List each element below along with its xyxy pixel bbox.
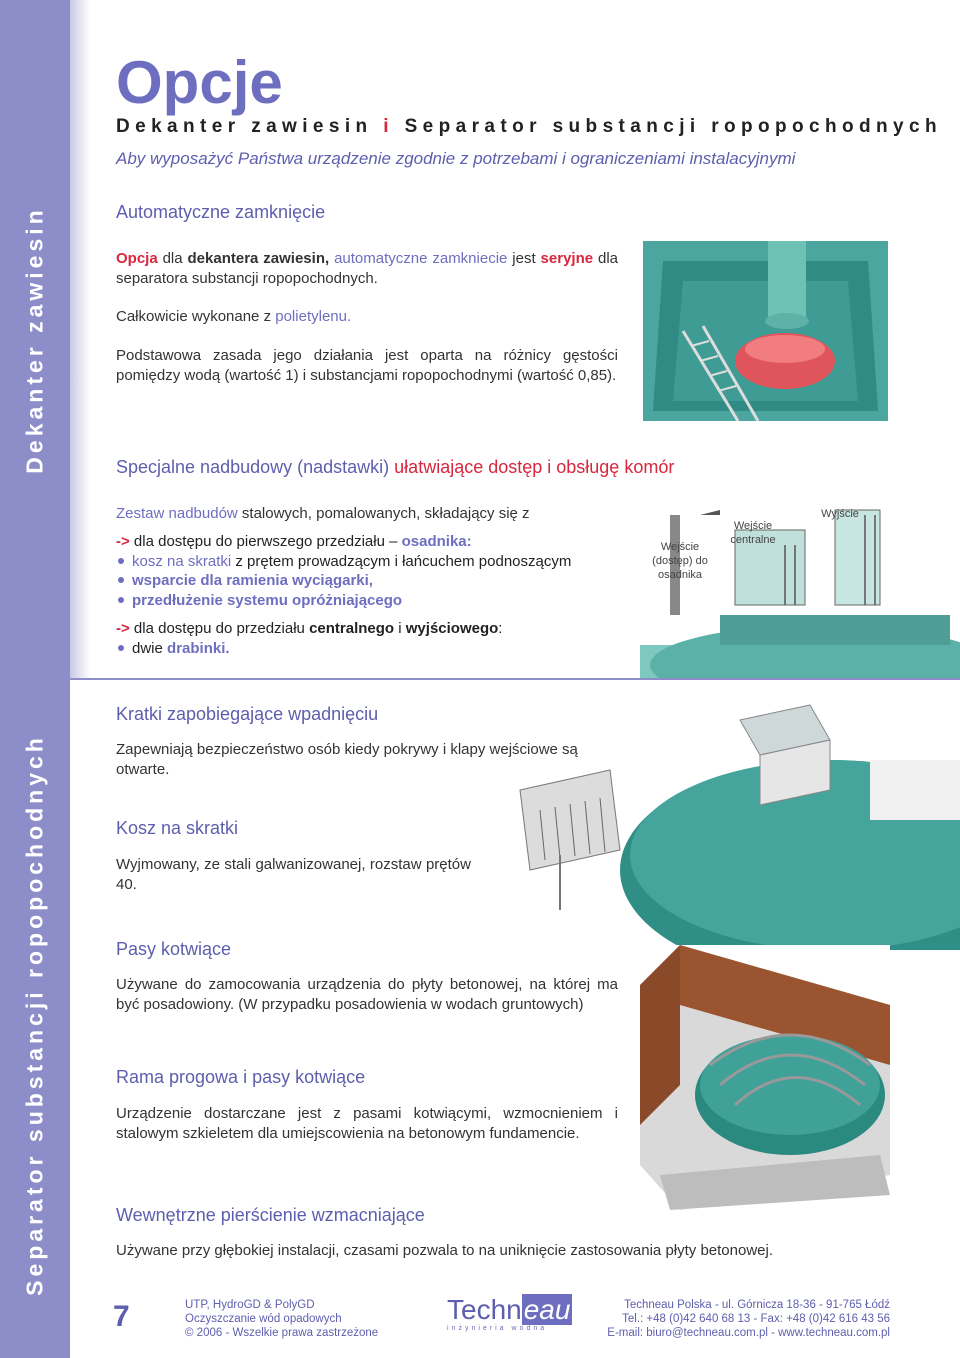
label-entry-settler: Wejście (dostęp) do osadnika	[652, 541, 708, 581]
text-drabinki: drabinki.	[167, 639, 230, 657]
superstructures-list1	[116, 532, 571, 610]
page-number: 7	[113, 1300, 130, 1333]
text-auto: automatyczne zamkniecie	[334, 250, 508, 267]
basket-text: Wyjmowany, ze stali galwanizowanej, rozstaw prętów 40.	[116, 856, 471, 893]
text-centralnego: centralnego	[309, 620, 395, 637]
logo-subtitle: inżynieria wodna	[447, 1325, 548, 1332]
heading-superstructures-a: Specjalne nadbudowy (nadstawki)	[116, 457, 390, 477]
image-gratings	[500, 680, 960, 950]
list-item	[116, 532, 571, 552]
sidebar-bottom-label: Separator substancji ropopochodnych	[21, 734, 48, 1296]
arrow-marker: ->	[116, 533, 130, 550]
list-item	[116, 571, 571, 591]
sidebar-gradient	[70, 0, 90, 680]
list-item	[116, 591, 571, 611]
image-superstructures	[640, 495, 960, 678]
bullet-icon	[118, 597, 124, 603]
label-exit: Wyjście	[821, 508, 859, 520]
page-title: Opcje	[116, 49, 283, 116]
text-zestaw: Zestaw nadbudów	[116, 505, 238, 522]
logo-part-a: Techn	[447, 1294, 522, 1325]
text-polietylen: polietylenu.	[275, 308, 352, 325]
text-run: dla separatora substancji ropopochodnych.	[116, 250, 619, 287]
footer-line: Tel.: +48 (0)42 640 68 13 - Fax: +48 (0)42 616 43 56	[622, 1313, 890, 1325]
footer-left	[185, 1298, 378, 1340]
heading-superstructures	[116, 457, 674, 478]
rings-text: Używane przy głębokiej instalacji, czasami pozwala to na uniknięcie zastosowania płyty betonowej.	[116, 1242, 774, 1259]
list-item	[116, 552, 571, 572]
superstructures-intro	[116, 504, 530, 524]
heading-basket: Kosz na skratki	[116, 818, 239, 838]
footer-right	[607, 1298, 890, 1340]
superstructures-list2	[116, 619, 502, 658]
text-run: dla	[157, 250, 188, 267]
label-entry-central: Wejście centralne	[730, 520, 776, 546]
bullet-icon	[118, 558, 124, 564]
footer-line: UTP, HydroGD & PolyGD	[185, 1299, 315, 1311]
text-seryjne: seryjne	[540, 250, 594, 267]
footer-line: Oczyszczanie wód opadowych	[185, 1313, 342, 1325]
gratings-text: Zapewniają bezpieczeństwo osób kiedy pokrywy i klapy wejściowe są otwarte.	[116, 741, 578, 778]
heading-anchor-straps: Pasy kotwiące	[116, 939, 232, 959]
text-wsparcie: wsparcie dla ramienia wyciągarki,	[132, 572, 373, 589]
text-kosz: kosz na skratki	[132, 552, 232, 570]
text-osadnika: osadnika:	[401, 533, 472, 550]
logo-part-b: eau	[523, 1294, 571, 1325]
text-opcja: Opcja	[116, 250, 158, 267]
text-run: dwie	[132, 639, 168, 657]
subtitle-part2: Separator substancji ropopochodnych	[404, 116, 942, 137]
text-run: i	[394, 620, 406, 637]
heading-rings: Wewnętrzne pierścienie wzmacniające	[116, 1205, 425, 1225]
text-run: dla dostępu do pierwszego przedziału –	[129, 533, 402, 550]
logo-wordmark	[447, 1294, 571, 1325]
text-run: dla dostępu do przedziału	[129, 620, 310, 637]
heading-gratings: Kratki zapobiegające wpadnięciu	[116, 704, 379, 724]
text-run: Całkowicie wykonane z	[116, 308, 276, 325]
bullet-icon	[118, 577, 124, 583]
frame-text: Urządzenie dostarczane jest z pasami kotwiącymi, wzmocnieniem i stalowym szkieletem dla umiejscowienia na betonowym fundamencie.	[116, 1105, 618, 1142]
image-auto-close	[643, 241, 888, 421]
text-przedluzenie: przedłużenie systemu opróżniającego	[132, 591, 403, 609]
sidebar-top-label: Dekanter zawiesin	[21, 206, 48, 474]
heading-frame: Rama progowa i pasy kotwiące	[116, 1067, 366, 1087]
subtitle-amp: i	[383, 116, 394, 137]
heading-superstructures-b: ułatwiające dostęp i obsługę komór	[389, 457, 675, 477]
text-wyjsciowego: wyjściowego	[405, 620, 499, 637]
page-subtitle	[116, 116, 942, 138]
auto-close-para1	[116, 249, 618, 289]
anchor-straps-text: Używane do zamocowania urządzenia do płyty betonowej, na której ma być posadowiony. (W przypadku posadowienia w wodach gruntowych)	[116, 976, 618, 1013]
list-item	[116, 639, 502, 659]
arrow-marker: ->	[116, 620, 130, 637]
auto-close-para2	[116, 307, 351, 327]
footer-line: Techneau Polska - ul. Górnicza 18-36 - 91-765 Łódź	[624, 1299, 890, 1311]
text-run: z prętem prowadzącym i łańcuchem podnoszącym	[231, 552, 572, 570]
subtitle-part1: Dekanter zawiesin	[116, 116, 373, 137]
text-run: stalowych, pomalowanych, składający się z	[237, 505, 530, 522]
text-dekantera: dekantera zawiesin,	[187, 250, 330, 267]
text-run: :	[498, 620, 503, 637]
image-anchoring	[640, 945, 890, 1210]
auto-close-para3: Podstawowa zasada jego działania jest oparta na różnicy gęstości pomiędzy wodą (wartość 1) i substancjami ropopochodnymi (wartość 0,85).	[116, 347, 618, 384]
list-item	[116, 619, 502, 639]
bullet-icon	[118, 645, 124, 651]
footer-line: © 2006 - Wszelkie prawa zastrzeżone	[185, 1327, 379, 1339]
footer-line: E-mail: biuro@techneau.com.pl - www.techneau.com.pl	[607, 1327, 890, 1339]
techneau-logo	[447, 1294, 571, 1340]
heading-auto-close: Automatyczne zamknięcie	[116, 202, 326, 222]
page-tagline: Aby wyposażyć Państwa urządzenie zgodnie z potrzebami i ograniczeniami instalacyjnymi	[116, 149, 796, 168]
text-run: jest	[507, 250, 536, 267]
